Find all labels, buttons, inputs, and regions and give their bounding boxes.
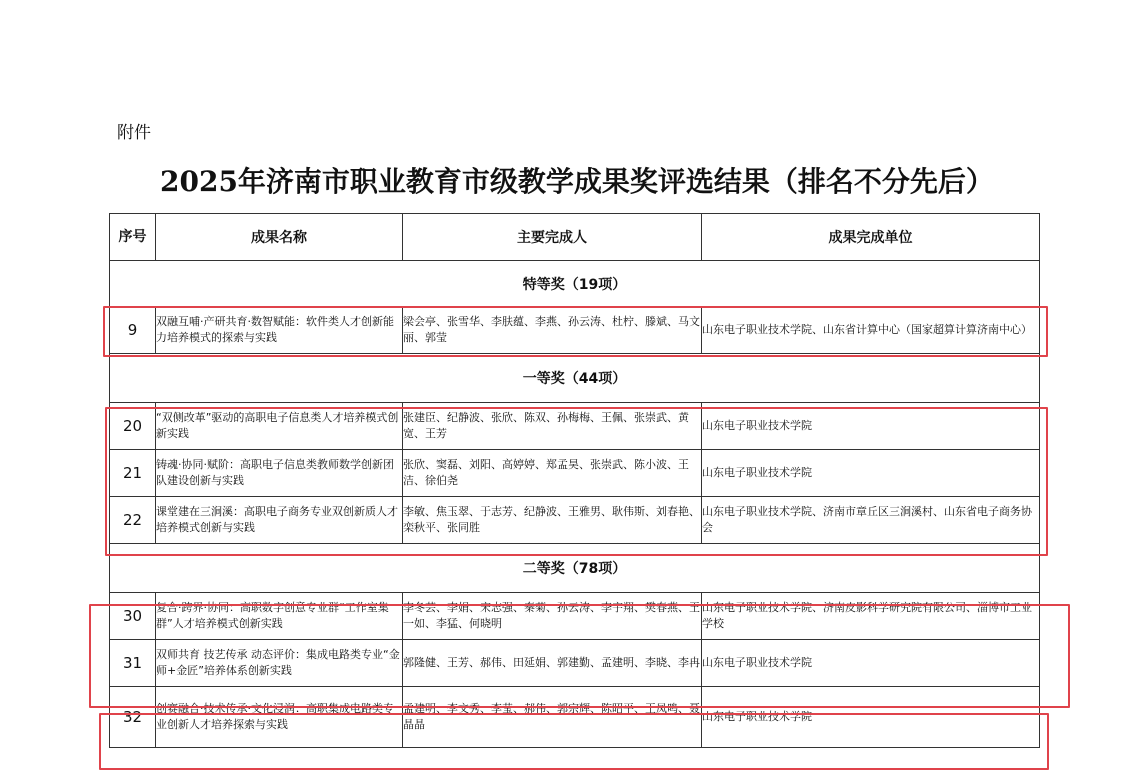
section-row-second: [110, 544, 1040, 593]
table-row: [110, 640, 1040, 687]
section-row-special: [110, 261, 1040, 307]
achievement-name: 双融互哺·产研共育·数智赋能：软件类人才创新能力培养模式的探索与实践: [156, 307, 403, 354]
completion-unit: 山东电子职业技术学院: [702, 450, 1040, 497]
achievement-name: 双师共育 技艺传承 动态评价：集成电路类专业“金师+金匠”培养体系创新实践: [156, 640, 403, 687]
header-persons: 主要完成人: [403, 214, 702, 261]
completion-unit: 山东电子职业技术学院: [702, 403, 1040, 450]
header-seq: 序号: [110, 214, 156, 261]
table-row: [110, 497, 1040, 544]
row-number: 30: [110, 593, 156, 640]
completion-unit: 山东电子职业技术学院、济南市章丘区三涧溪村、山东省电子商务协会: [702, 497, 1040, 544]
achievement-name: 复合·跨界·协同：高职数字创意专业群“工作室集群”人才培养模式创新实践: [156, 593, 403, 640]
page-title: 2025年济南市职业教育市级教学成果奖评选结果（排名不分先后）: [160, 165, 994, 198]
completion-unit: 山东电子职业技术学院: [702, 687, 1040, 748]
section-label: 一等奖（44项）: [110, 354, 1040, 403]
table-header-row: [110, 214, 1040, 261]
main-persons: 郭隆健、王芳、郝伟、田延娟、郭建勤、孟建明、李晓、李冉: [403, 640, 702, 687]
row-number: 20: [110, 403, 156, 450]
section-label: 特等奖（19项）: [110, 261, 1040, 307]
table-row: [110, 450, 1040, 497]
achievement-name: 创赛融合·技术传承·文化浸润：高职集成电路类专业创新人才培养探索与实践: [156, 687, 403, 748]
main-persons: 李敏、焦玉翠、于志芳、纪静波、王雅男、耿伟斯、刘春艳、栾秋平、张同胜: [403, 497, 702, 544]
table-row: [110, 687, 1040, 748]
section-row-first: [110, 354, 1040, 403]
results-table: [109, 213, 1040, 748]
row-number: 9: [110, 307, 156, 354]
section-label: 二等奖（78项）: [110, 544, 1040, 593]
main-persons: 张建臣、纪静波、张欣、陈双、孙梅梅、王佩、张崇武、黄宽、王芳: [403, 403, 702, 450]
completion-unit: 山东电子职业技术学院、济南皮影科学研究院有限公司、淄博市工业学校: [702, 593, 1040, 640]
main-persons: 张欣、窦磊、刘阳、高婷婷、郑孟昊、张崇武、陈小波、王洁、徐伯尧: [403, 450, 702, 497]
row-number: 22: [110, 497, 156, 544]
completion-unit: 山东电子职业技术学院: [702, 640, 1040, 687]
completion-unit: 山东电子职业技术学院、山东省计算中心（国家超算计算济南中心）: [702, 307, 1040, 354]
attachment-label: 附件: [117, 123, 151, 143]
table-row: [110, 307, 1040, 354]
header-unit: 成果完成单位: [702, 214, 1040, 261]
main-persons: 李冬芸、李娟、宋志强、秦菊、孙云涛、李宇翔、樊春燕、王一如、李猛、何晓明: [403, 593, 702, 640]
row-number: 21: [110, 450, 156, 497]
header-name: 成果名称: [156, 214, 403, 261]
table-row: [110, 403, 1040, 450]
main-persons: 孟建明、李文秀、李莹、郝伟、郭宗辉、陈昭平、王凤鸣、聂晶晶: [403, 687, 702, 748]
row-number: 31: [110, 640, 156, 687]
achievement-name: 课堂建在三涧溪：高职电子商务专业双创新质人才培养模式创新与实践: [156, 497, 403, 544]
main-persons: 梁会亭、张雪华、李肤蕴、李燕、孙云涛、杜柠、滕斌、马文丽、郭莹: [403, 307, 702, 354]
table-row: [110, 593, 1040, 640]
row-number: 32: [110, 687, 156, 748]
achievement-name: “双侧改革”驱动的高职电子信息类人才培养模式创新实践: [156, 403, 403, 450]
achievement-name: 铸魂·协同·赋阶：高职电子信息类教师数学创新团队建设创新与实践: [156, 450, 403, 497]
